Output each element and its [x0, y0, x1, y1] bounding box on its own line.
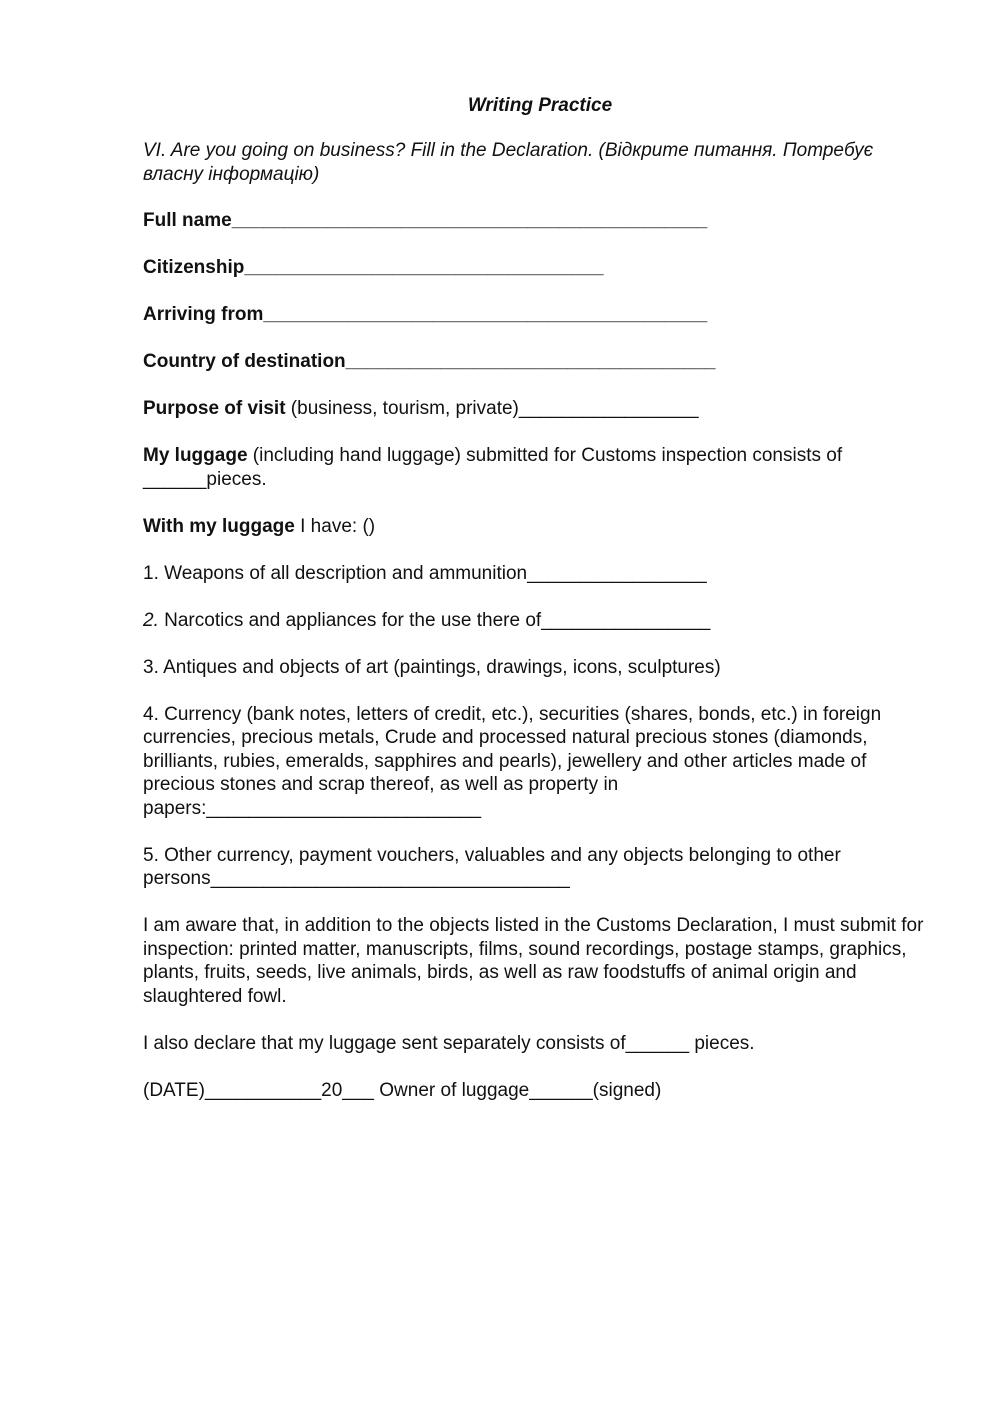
with-luggage-label: With my luggage: [143, 515, 295, 537]
citizenship-blank[interactable]: __________________________________: [244, 257, 604, 278]
page-title: Writing Practice: [467, 95, 613, 116]
item-currency[interactable]: 4. Currency (bank notes, letters of credit, etc.), securities (shares, bonds, etc.) in foreign currencies, precious metals, Crude and processed natural precious stones (diamonds, brilliants, rubies, emeralds, sapphires and pearls), jewellery and other articles made of precious stones and scrap thereof, as well as property in papers:__________________________: [143, 703, 882, 819]
luggage-label: My luggage: [143, 445, 248, 466]
with-luggage-heading: [143, 515, 933, 539]
destination-blank[interactable]: ___________________________________: [345, 351, 716, 372]
item-other-currency[interactable]: 5. Other currency, payment vouchers, valuables and any objects belonging to other persons__________________________________: [143, 844, 841, 889]
task-instruction: VI. Are you going on business? Fill in the Declaration. (Відкрите питання. Потребує власну інформацію): [143, 140, 874, 185]
full-name-field[interactable]: [143, 209, 933, 233]
item-narcotics-number: 2.: [143, 609, 159, 631]
citizenship-label: Citizenship: [143, 257, 245, 278]
destination-label: Country of destination: [143, 351, 346, 372]
item-antiques: 3. Antiques and objects of art (paintings, drawings, icons, sculptures): [143, 656, 721, 678]
purpose-field[interactable]: [143, 397, 933, 421]
full-name-blank[interactable]: _____________________________________________: [231, 210, 708, 231]
destination-field[interactable]: [143, 350, 933, 374]
with-luggage-text: I have: (): [294, 515, 376, 537]
arriving-from-label: Arriving from: [143, 304, 264, 325]
separate-luggage-line[interactable]: I also declare that my luggage sent separately consists of______ pieces.: [143, 1032, 755, 1054]
item-weapons[interactable]: 1. Weapons of all description and ammunition_________________: [143, 562, 707, 584]
luggage-statement[interactable]: [143, 444, 933, 491]
item-narcotics-text[interactable]: Narcotics and appliances for the use there of________________: [158, 609, 711, 631]
arriving-from-field[interactable]: [143, 303, 933, 327]
item-narcotics[interactable]: [143, 609, 933, 633]
date-signature-line[interactable]: (DATE)___________20___ Owner of luggage______(signed): [143, 1079, 662, 1101]
purpose-options[interactable]: (business, tourism, private)_________________: [285, 398, 699, 419]
declaration-form: [143, 94, 933, 1126]
full-name-label: Full name: [143, 210, 232, 231]
purpose-label: Purpose of visit: [143, 398, 286, 419]
luggage-text[interactable]: (including hand luggage) submitted for Customs inspection consists of ______pieces.: [143, 445, 843, 490]
citizenship-field[interactable]: [143, 256, 933, 280]
arriving-from-blank[interactable]: __________________________________________: [263, 304, 708, 325]
awareness-paragraph: I am aware that, in addition to the objects listed in the Customs Declaration, I must submit for inspection: printed matter, manuscripts, films, sound recordings, postage stamps, graphics, plants, fruits, seeds, live animals, birds, as well as raw foodstuffs of animal origin and slaughtered fowl.: [143, 915, 924, 1007]
